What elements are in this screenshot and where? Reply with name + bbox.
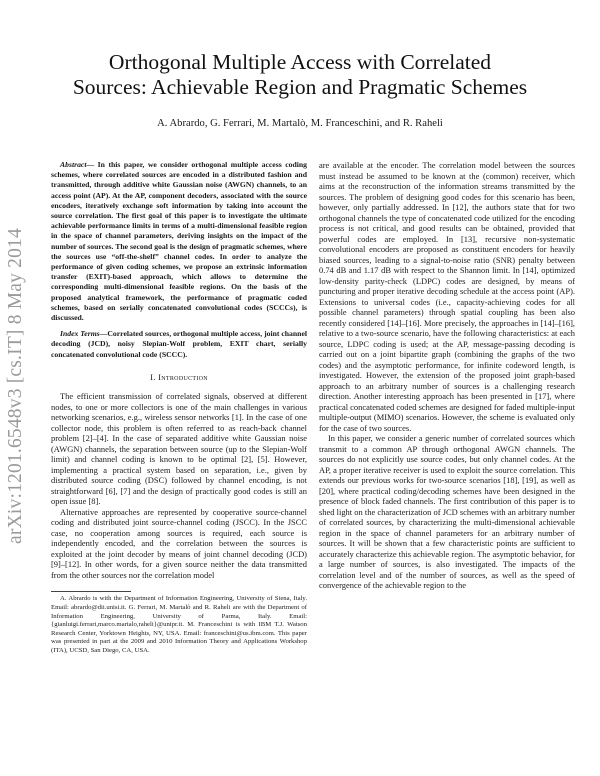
index-terms — [51, 329, 307, 360]
author-list: A. Abrardo, G. Ferrari, M. Martalò, M. Franceschini, and R. Raheli — [157, 118, 443, 129]
body-paragraph: The efficient transmission of correlated signals, observed at different nodes, to one or more collectors is one of the main challenges in various networking scenarios, e.g., wireless sensor networks [1]. In the case of one collector node, this problem is often referred to as reach-back channel problem [2]–[4]. In the case of separated additive white Gaussian noise (AWGN) channels, the separation between source (up to the Slepian-Wolf limit) and channel coding is known to be optimal [2], [5]. However, implementing a practical system based on separation, i.e., given by distributed source coding (DSC) followed by channel encoding, is not straightforward [6], [7] and the design of practically good codes is still an open issue [8]. — [51, 391, 307, 507]
arxiv-watermark — [2, 196, 30, 576]
footnote-rule — [51, 591, 131, 592]
section-heading: I. Introduction — [150, 371, 208, 382]
body-paragraph: In this paper, we consider a generic number of correlated sources which transmit to a common AP through orthogonal AWGN channels. The sources do not explicitly use source codes, but only channel codes. At the AP, a proper iterative receiver is used to exploit the source correlation. This extends our previous works for two-source scenarios [18], [19], as well as [20], where practical coding/decoding schemes have been designed in the presence of block faded channels. The first contribution of this paper is to shed light on the characterization of JCD schemes with an arbitrary number of correlated sources, by characterizing the multi-dimensional achievable region in the space of channel parameters for an arbitrary number of sources. It will be shown that a few characteristic points are sufficient to accurately characterize this achievable region. The asymptotic behavior, for a large number of sources, is also investigated. The impacts of the correlation level and of the number of sources, as well as the speed of convergence of the achievable region to the — [319, 433, 575, 590]
right-column — [319, 160, 575, 591]
title-line-1: Orthogonal Multiple Access with Correlated — [108, 50, 492, 74]
title-line-2: Sources: Achievable Region and Pragmatic Schemes — [72, 75, 528, 99]
left-column — [51, 160, 307, 656]
body-paragraph: Alternative approaches are represented by cooperative source-channel coding and distributed joint source-channel coding (JSCC). In the JSCC case, no cooperation among sources is required, each source is independently encoded, and the correlation between the sources is exploited at the joint decoder by means of joint channel decoding (JCD) [9]–[12]. In other words, for a given source neither the data transmitted from the other sources nor the correlation model — [51, 506, 307, 580]
abstract — [51, 160, 307, 323]
index-terms-label: Index Terms — [60, 329, 100, 339]
arxiv-identifier: arXiv:1201.6548v3 [cs.IT] 8 May 2014 — [5, 228, 26, 544]
abstract-label: Abstract — [60, 160, 87, 169]
index-terms-text: —Correlated sources, orthogonal multiple access, joint channel decoding (JCD), noisy Slepian-Wolf problem, EXIT chart, serially concatenated convolutional code (SCCC). — [51, 329, 308, 359]
paper-title — [40, 50, 560, 100]
author-footnote: A. Abrardo is with the Department of Information Engineering, University of Siena, Italy. Email: abrardo@dii.unisi.it. G. Ferrari, M. Martalò and R. Raheli are with the Department of Information Engineering, University of Parma, Italy. Email: {gianluigi.ferrari,marco.martalo,raheli}@unipr.it. M. Franceschini is with IBM T.J. Watson Research Center, Yorktown Heights, NY, USA. Email: franceschini@us.ibm.com. This paper was presented in part at the 2009 and 2010 Information Theory and Applications Workshop (ITA), UCSD, San Diego, CA, USA. — [51, 595, 307, 654]
body-paragraph: are available at the encoder. The correlation model between the sources must instead be assumed to be known at the (common) receiver, which aims at the reconstruction of the information streams transmitted by the sources. The problem of designing good codes for this scenario has been, however, only partially addressed. In [12], the authors state that for two orthogonal channels the type of concatenated code utilized for the encoding process is not critical, and good results can be obtained, provided that powerful codes are employed. In [13], recursive non-systematic convolutional encoders are proposed as constituent encoders for heavily biased sources, leading to a signal-to-noise ratio (SNR) penalty between 0.74 dB and 1.17 dB with respect to the Shannon limit. In [14], optimized low-density parity-check (LDPC) codes are designed, by means of puncturing and proper iterative decoding schedule at the access point (AP). Extensions to universal codes (i.e., capacity-achieving codes for all possible channel parameters) through spatial coupling has been also recently considered [14]–[16]. More precisely, the approaches in [14]–[16], relative to a two-source scenario, have the following characteristics: at each source, LDPC coding is used; at the AP, message-passing decoding is carried out on a joint bipartite graph (combining the graphs of the two codes) and the asymptotic performance, for infinite codeword length, is investigated. However, the extension of the proposed joint graph-based approach to an arbitrary number of sources is a challenging research direction. Another interesting approach has been presented in [17], where practical concatenated coded schemes are designed for faded multiple-input multiple-output (MIMO) scenarios. However, the scheme is evaluated only for the case of two sources. — [319, 160, 575, 433]
abstract-text: — In this paper, we consider orthogonal multiple access coding schemes, where correlated sources are encoded in a distributed fashion and transmitted, through additive white Gaussian noise (AWGN) channels, to an access point (AP). At the AP, component decoders, associated with the source encoders, iteratively exchange soft information by taking into account the source correlation. The first goal of this paper is to investigate the ultimate achievable performance limits in terms of a multi-dimensional feasible region in the space of channel parameters, deriving insights on the impact of the number of sources. The second goal is the design of pragmatic schemes, where the sources use “off-the-shelf” channel codes. In order to analyze the performance of given coding schemes, we propose an extrinsic information transfer (EXIT)-based approach, which allows to determine the corresponding multi-dimensional feasible regions. On the basis of the proposed analytical framework, the performance of pragmatic coded schemes, based on serially concatenated convolutional codes (SCCCs), is discussed. — [51, 160, 307, 323]
